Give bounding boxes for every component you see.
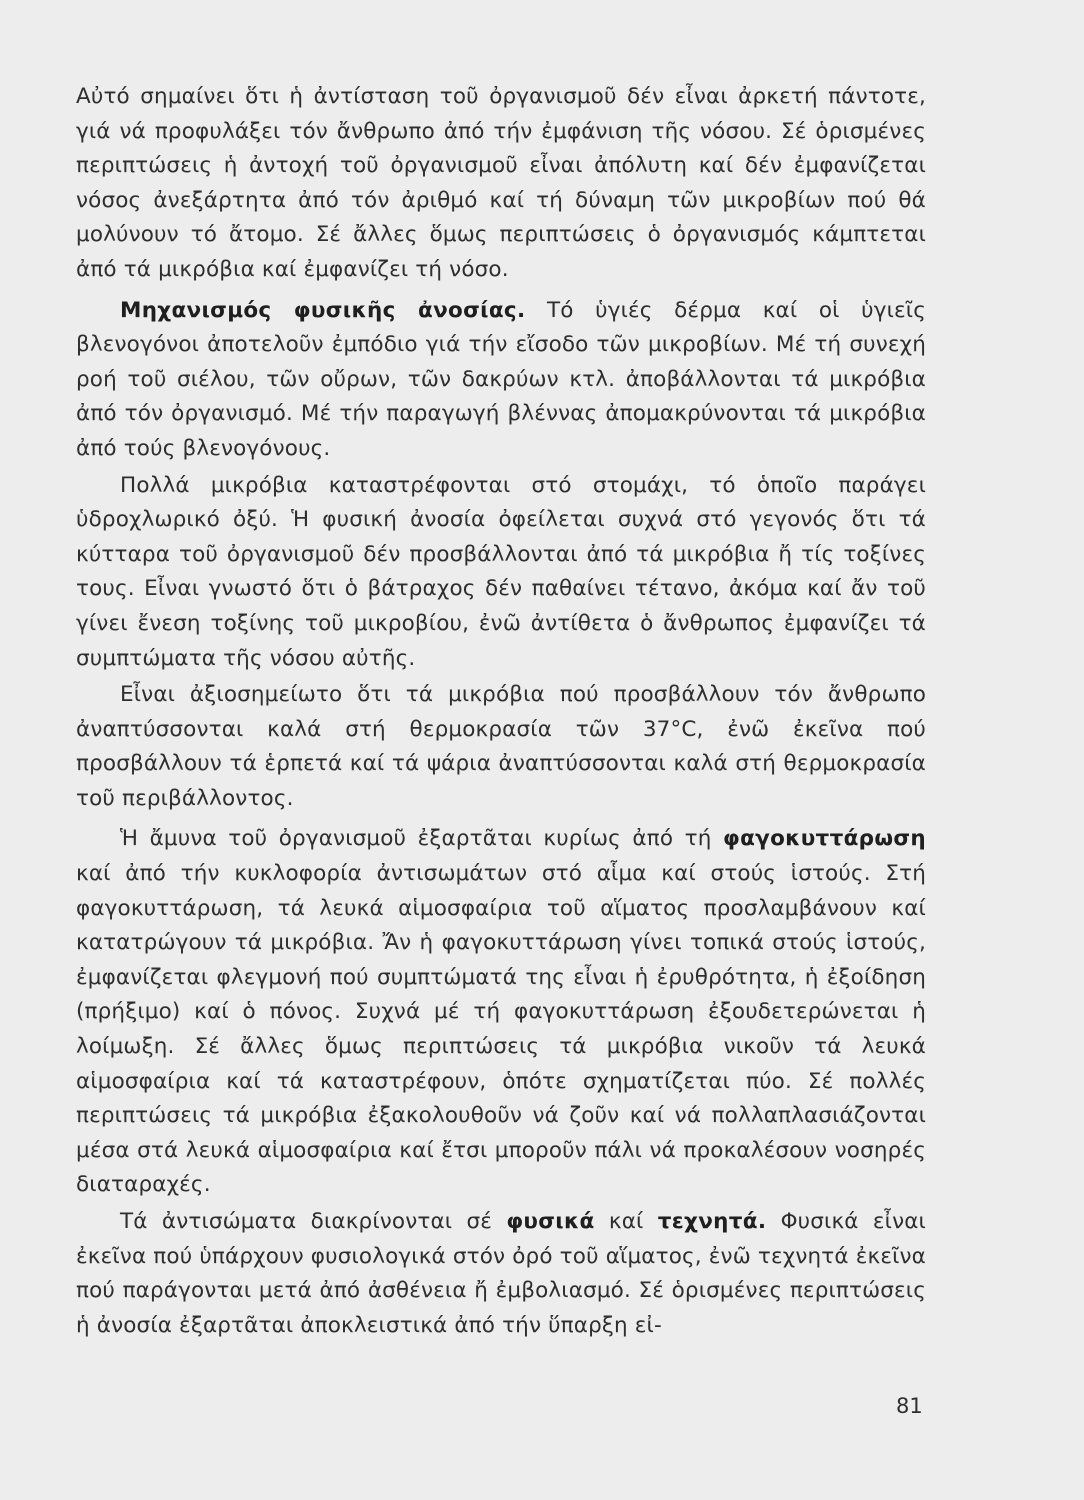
- paragraph-5: [76, 822, 926, 1203]
- paragraph-1-text: Αὐτό σημαίνει ὅτι ἡ ἀντίσταση τοῦ ὀργανισμοῦ δέν εἶναι ἀρκετή πάντοτε, γιά νά προφυλάξει τόν ἄνθρωπο ἀπό τήν ἐμφάνιση τῆς νόσου. Σέ ὁρισμένες περιπτώσεις ἡ ἀντοχή τοῦ ὀργανισμοῦ εἶναι ἀπόλυτη καί δέν ἐμφανίζεται νόσος ἀνεξάρτητα ἀπό τόν ἀριθμό καί τή δύναμη τῶν μικροβίων πού θά μολύνουν τό ἄτομο. Σέ ἄλλες ὅμως περιπτώσεις ὁ ὀργανισμός κάμπτεται ἀπό τά μικρόβια καί ἐμφανίζει τή νόσο.: [76, 84, 926, 282]
- paragraph-6-text-end: Φυσικά εἶναι ἐκεῖνα πού ὑπάρχουν φυσιολογικά στόν ὀρό τοῦ αἵματος, ἐνῶ τεχνητά ἐκεῖνα πού παράγονται μετά ἀπό ἀσθένεια ἤ ἐμβολιασμό. Σέ ὁρισμένες περιπτώσεις ἡ ἀνοσία ἐξαρτᾶται ἀποκλειστικά ἀπό τήν ὕπαρξη εἰ-: [76, 1209, 926, 1338]
- paragraph-6-text-and: καί: [594, 1209, 658, 1234]
- term-natural: φυσικά: [506, 1209, 595, 1234]
- section-heading-natural-immunity: Μηχανισμός φυσικῆς ἀνοσίας.: [120, 297, 526, 323]
- paragraph-6: [76, 1205, 926, 1343]
- page-body-text: [76, 80, 926, 1343]
- paragraph-1: [76, 80, 926, 288]
- paragraph-5-text-end: καί ἀπό τήν κυκλοφορία ἀντισωμάτων στό αἷμα καί στούς ἱστούς. Στή φαγοκυττάρωση, τά λευκά αἱμοσφαίρια τοῦ αἵματος προσλαμβάνουν καί κατατρώγουν τά μικρόβια. Ἄν ἡ φαγοκυττάρωση γίνει τοπικά στούς ἱστούς, ἐμφανίζεται φλεγμονή πού συμπτώματά της εἶναι ἡ ἐρυθρότητα, ἡ ἐξοίδηση (πρήξιμο) καί ὁ πόνος. Συχνά μέ τή φαγοκυττάρωση ἐξουδετερώνεται ἡ λοίμωξη. Σέ ἄλλες ὅμως περιπτώσεις τά μικρόβια νικοῦν τά λευκά αἱμοσφαίρια καί τά καταστρέφουν, ὁπότε σχηματίζεται πύο. Σέ πολλές περιπτώσεις τά μικρόβια ἐξακολουθοῦν νά ζοῦν καί νά πολλαπλασιάζονται μέσα στά λευκά αἱμοσφαίρια καί ἔτσι μποροῦν πάλι νά προκαλέσουν νοσηρές διαταραχές.: [76, 861, 926, 1198]
- paragraph-5-text-start: Ἡ ἄμυνα τοῦ ὀργανισμοῦ ἐξαρτᾶται κυρίως ἀπό τή: [120, 826, 723, 852]
- term-artificial: τεχνητά.: [657, 1209, 767, 1234]
- paragraph-3-text: Πολλά μικρόβια καταστρέφονται στό στομάχι, τό ὁποῖο παράγει ὑδροχλωρικό ὀξύ. Ἡ φυσική ἀνοσία ὀφείλεται συχνά στό γεγονός ὅτι τά κύτταρα τοῦ ὀργανισμοῦ δέν προσβάλλονται ἀπό τά μικρόβια ἤ τίς τοξίνες τους. Εἶναι γνωστό ὅτι ὁ βάτραχος δέν παθαίνει τέτανο, ἀκόμα καί ἄν τοῦ γίνει ἔνεση τοξίνης τοῦ μικροβίου, ἐνῶ ἀντίθετα ὁ ἄνθρωπος ἐμφανίζει τά συμπτώματα τῆς νόσου αὐτῆς.: [76, 472, 926, 671]
- paragraph-3: [76, 469, 926, 677]
- paragraph-6-text-start: Τά ἀντισώματα διακρίνονται σέ: [120, 1209, 507, 1234]
- paragraph-4-text: Εἶναι ἀξιοσημείωτο ὅτι τά μικρόβια πού προσβάλλουν τόν ἄνθρωπο ἀναπτύσσονται καλά στή θερμοκρασία τῶν 37°C, ἐνῶ ἐκεῖνα πού προσβάλλουν τά ἑρπετά καί τά ψάρια ἀναπτύσσονται καλά στή θερμοκρασία τοῦ περιβάλλοντος.: [76, 682, 926, 811]
- paragraph-4: [76, 678, 926, 816]
- paragraph-2: [76, 294, 926, 467]
- term-phagocytosis: φαγοκυττάρωση: [722, 826, 926, 852]
- page-number: 81: [896, 1394, 923, 1418]
- paragraph-2-text: Τό ὑγιές δέρμα καί οἱ ὑγιεῖς βλενογόνοι ἀποτελοῦν ἐμπόδιο γιά τήν εἴσοδο τῶν μικροβίων. Μέ τή συνεχή ροή τοῦ σιέλου, τῶν οὔρων, τῶν δακρύων κτλ. ἀποβάλλονται τά μικρόβια ἀπό τόν ὀργανισμό. Μέ τήν παραγωγή βλέννας ἀπομακρύνονται τά μικρόβια ἀπό τούς βλενογόνους.: [76, 297, 926, 461]
